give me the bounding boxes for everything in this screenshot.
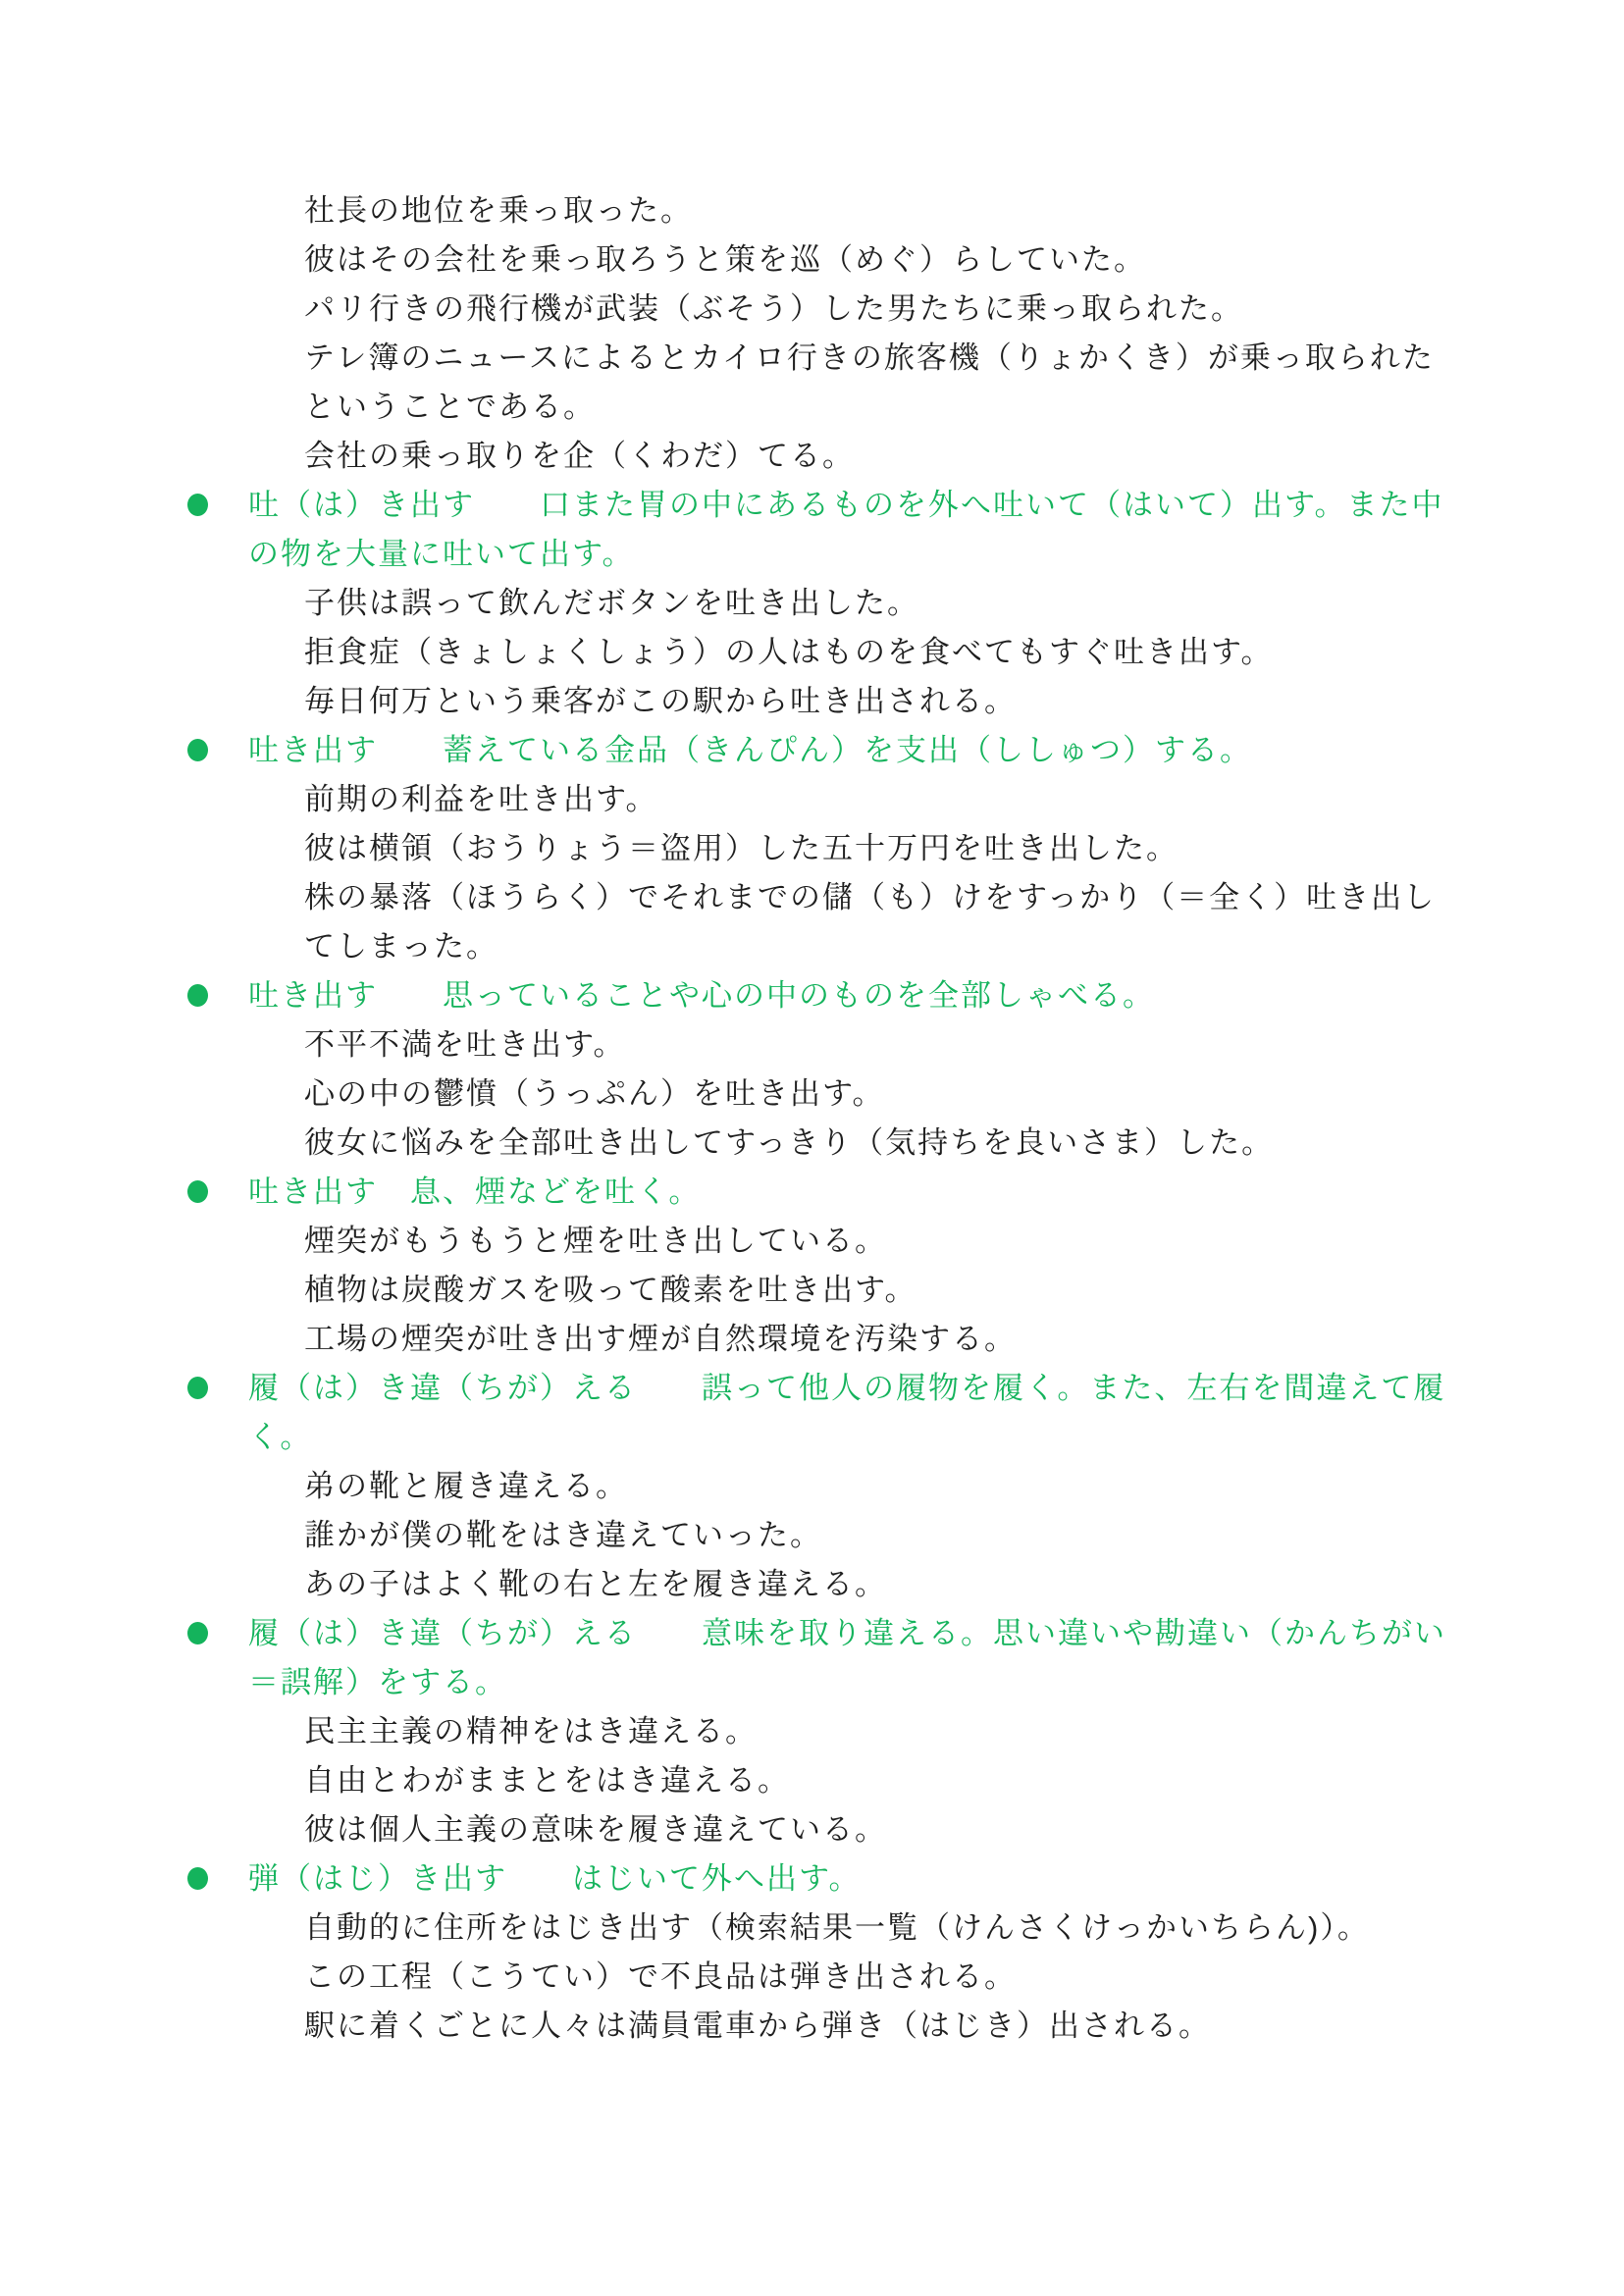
entry-headword: 吐（は）き出す [248, 488, 475, 522]
entry-headword: 履（は）き違（ちが）える [248, 1371, 637, 1405]
entry-hakichigaeru-1 [0, 1364, 1624, 1609]
bullet-icon [187, 494, 208, 516]
bullet-icon [187, 1180, 208, 1203]
example-sentence: 煙突がもうもうと煙を吐き出している。 [304, 1224, 887, 1258]
entry-definition: 蓄えている金品（きんぴん）を支出（ししゅつ）する。 [443, 733, 1252, 767]
example-sentence: 駅に着くごとに人々は満員電車から弾き（はじき）出される。 [304, 2009, 1211, 2043]
entry-head [0, 1609, 1447, 1707]
entry-head [0, 971, 1447, 1020]
example-sentence: この工程（こうてい）で不良品は弾き出される。 [304, 1959, 1017, 1994]
example-sentence: 株の暴落（ほうらく）でそれまでの儲（も）けをすっかり（＝全く）吐き出してしまった。 [304, 880, 1437, 964]
example-sentence: 子供は誤って飲んだボタンを吐き出した。 [304, 586, 919, 620]
example-sentence: 毎日何万という乗客がこの駅から吐き出される。 [304, 684, 1017, 718]
example-sentence: 民主主義の精神をはき違える。 [304, 1714, 758, 1748]
headword-definition-gap [378, 1174, 410, 1209]
example-sentence: 彼女に悩みを全部吐き出してすっきり（気持ちを良いさま）した。 [304, 1125, 1275, 1160]
entry-definition: はじいて外へ出す。 [572, 1861, 862, 1896]
entry-hakidasu-2 [0, 726, 1624, 971]
example-sentence: 彼は個人主義の意味を履き違えている。 [304, 1812, 887, 1847]
entry-definition: 息、煙などを吐く。 [410, 1174, 702, 1209]
example-sentence: 社長の地位を乗っ取った。 [304, 193, 693, 228]
example-sentence: 工場の煙突が吐き出す煙が自然環境を汚染する。 [304, 1322, 1017, 1356]
example-sentence: 彼はその会社を乗っ取ろうと策を巡（めぐ）らしていた。 [304, 242, 1146, 277]
entry-hakichigaeru-2 [0, 1609, 1624, 1854]
headword-definition-gap [637, 1371, 702, 1405]
entry-hakidasu-4 [0, 1168, 1624, 1364]
entry-definition: 意味を取り違える。思い違いや勘違い（かんちがい＝誤解）をする。 [248, 1616, 1446, 1699]
entry-head [0, 1168, 1447, 1217]
entry-definition: 口また胃の中にあるものを外へ吐いて（はいて）出す。また中の物を大量に吐いて出す。 [248, 488, 1444, 571]
entry-head [0, 1364, 1447, 1462]
bullet-icon [187, 739, 208, 761]
example-sentence: 前期の利益を吐き出す。 [304, 782, 658, 816]
entry-headword: 吐き出す [248, 733, 378, 767]
headword-definition-gap [637, 1616, 702, 1650]
bullet-icon [187, 984, 208, 1007]
example-sentence: 心の中の鬱憤（うっぷん）を吐き出す。 [304, 1076, 885, 1111]
bullet-icon [187, 1867, 208, 1890]
entry-definition: 誤って他人の履物を履く。また、左右を間違えて履く。 [248, 1371, 1446, 1454]
entry-hajikidasu [0, 1854, 1624, 2051]
example-sentence: 弟の靴と履き違える。 [304, 1469, 628, 1503]
entry-hakidasu-3 [0, 971, 1624, 1168]
entry-definition: 思っていることや心の中のものを全部しゃべる。 [443, 978, 1155, 1013]
example-sentence: 自由とわがままとをはき違える。 [304, 1763, 790, 1798]
entry-headword: 弾（はじ）き出す [248, 1861, 507, 1896]
entry-headword: 履（は）き違（ちが）える [248, 1616, 637, 1650]
headword-definition-gap [507, 1861, 572, 1896]
headword-definition-gap [378, 733, 443, 767]
entry-headword: 吐き出す [248, 978, 378, 1013]
example-sentence: テレ簿のニュースによるとカイロ行きの旅客機（りょかくき）が乗っ取られたということである。 [304, 340, 1435, 424]
entry-hakidasu-1 [0, 481, 1624, 726]
headword-definition-gap [475, 488, 540, 522]
bullet-icon [187, 1377, 208, 1399]
example-sentence: あの子はよく靴の右と左を履き違える。 [304, 1567, 887, 1601]
example-sentence: パリ行きの飛行機が武装（ぶそう）した男たちに乗っ取られた。 [304, 291, 1243, 326]
example-sentence: 彼は横領（おうりょう＝盗用）した五十万円を吐き出した。 [304, 831, 1179, 865]
entry-headword: 吐き出す [248, 1174, 378, 1209]
example-sentence: 拒食症（きょしょくしょう）の人はものを食べてもすぐ吐き出す。 [304, 635, 1274, 669]
example-sentence: 会社の乗っ取りを企（くわだ）てる。 [304, 439, 855, 473]
entry-head [0, 726, 1447, 775]
headword-definition-gap [378, 978, 443, 1013]
entry-head [0, 481, 1447, 579]
example-sentence: 植物は炭酸ガスを吸って酸素を吐き出す。 [304, 1273, 917, 1307]
example-sentence: 誰かが僕の靴をはき違えていった。 [304, 1518, 822, 1552]
example-sentence: 不平不満を吐き出す。 [304, 1027, 626, 1062]
example-sentence: 自動的に住所をはじき出す（検索結果一覧（けんさくけっかいちらん)）。 [304, 1910, 1370, 1945]
bullet-icon [187, 1622, 208, 1644]
entry-head [0, 1854, 1447, 1904]
